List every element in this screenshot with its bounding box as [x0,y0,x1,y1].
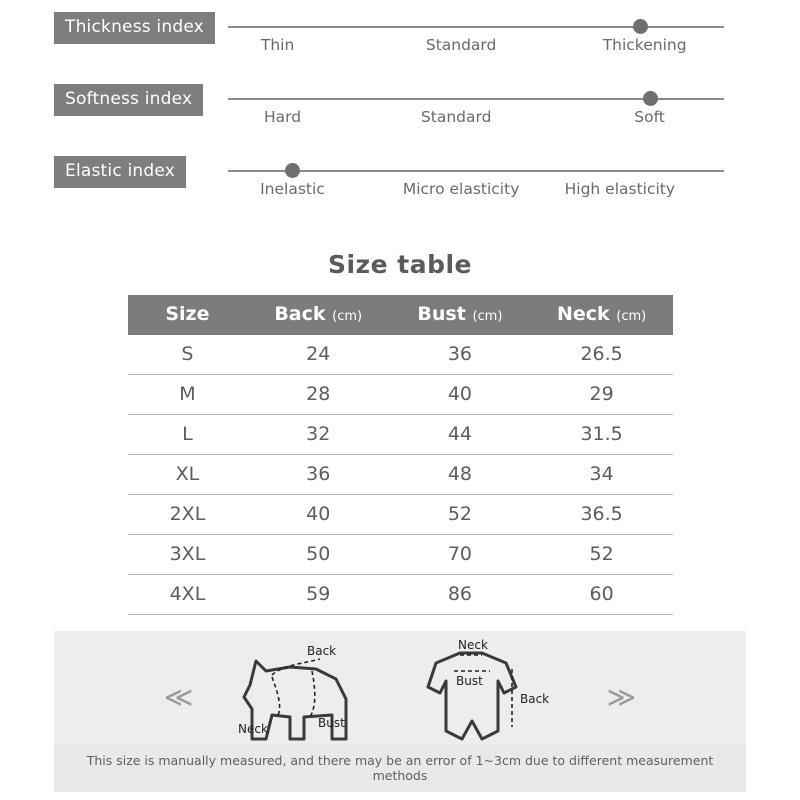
index-label-softness: Softness index [54,84,203,116]
cell-neck: 34 [531,455,673,495]
cell-size: 4XL [128,575,248,615]
table-row [128,575,673,615]
cell-back: 32 [247,415,389,455]
cell-neck: 52 [531,535,673,575]
cell-back: 40 [247,495,389,535]
garment-label-back: Back [520,692,550,706]
slider-softness[interactable] [228,78,724,150]
dog-label-back: Back [307,644,337,658]
slider-handle[interactable] [633,19,648,34]
cell-bust: 36 [389,335,531,375]
cell-bust: 48 [389,455,531,495]
column-header-size: Size [128,295,248,335]
tick-label: Micro elasticity [402,180,520,198]
index-section [0,0,800,222]
dog-label-neck: Neck [238,722,268,736]
index-row-elastic [0,150,800,222]
cell-bust: 86 [389,575,531,615]
table-row [128,335,673,375]
cell-size: M [128,375,248,415]
cell-bust: 44 [389,415,531,455]
size-table-title: Size table [327,250,473,279]
slider-track [228,26,724,28]
cell-size: L [128,415,248,455]
index-row-softness [0,78,800,150]
cell-neck: 29 [531,375,673,415]
tick-label: Standard [425,36,497,54]
cell-size: XL [128,455,248,495]
tick-label: Inelastic [260,180,325,198]
tick-label: Hard [264,108,302,126]
tick-label: Thin [260,36,295,54]
slider-thickness[interactable] [228,6,724,78]
cell-back: 50 [247,535,389,575]
cell-back: 28 [247,375,389,415]
next-arrow-icon[interactable]: ≫ [606,680,636,714]
cell-back: 24 [247,335,389,375]
garment-label-neck: Neck [458,638,488,652]
cell-size: S [128,335,248,375]
table-row [128,535,673,575]
slider-handle[interactable] [643,91,658,106]
cell-bust: 40 [389,375,531,415]
measurement-illustration [220,635,580,759]
slider-handle[interactable] [285,163,300,178]
table-row [128,415,673,455]
column-header-bust: Bust (cm) [389,295,531,335]
table-row [128,375,673,415]
table-row [128,495,673,535]
size-table [128,295,673,615]
cell-neck: 60 [531,575,673,615]
cell-back: 59 [247,575,389,615]
cell-size: 3XL [128,535,248,575]
cell-neck: 31.5 [531,415,673,455]
slider-track [228,170,724,172]
column-header-neck: Neck (cm) [531,295,673,335]
tick-label: High elasticity [564,180,676,198]
tick-label: Soft [634,108,665,126]
cell-neck: 36.5 [531,495,673,535]
table-header-row [128,295,673,335]
table-row [128,455,673,495]
garment-label-bust: Bust [456,674,483,688]
cell-bust: 70 [389,535,531,575]
prev-arrow-icon[interactable]: ≪ [164,680,194,714]
column-header-back: Back (cm) [247,295,389,335]
cell-bust: 52 [389,495,531,535]
measurement-diagram-band [54,631,746,763]
cell-size: 2XL [128,495,248,535]
index-row-thickness [0,6,800,78]
index-label-thickness: Thickness index [54,12,215,44]
tick-label: Thickening [602,36,687,54]
tick-label: Standard [420,108,492,126]
cell-back: 36 [247,455,389,495]
index-label-elastic: Elastic index [54,156,186,188]
slider-elastic[interactable] [228,150,724,222]
measurement-note: This size is manually measured, and there may be an error of 1~3cm due to different measurement methods [54,745,746,792]
cell-neck: 26.5 [531,335,673,375]
dog-label-bust: Bust [318,716,345,730]
